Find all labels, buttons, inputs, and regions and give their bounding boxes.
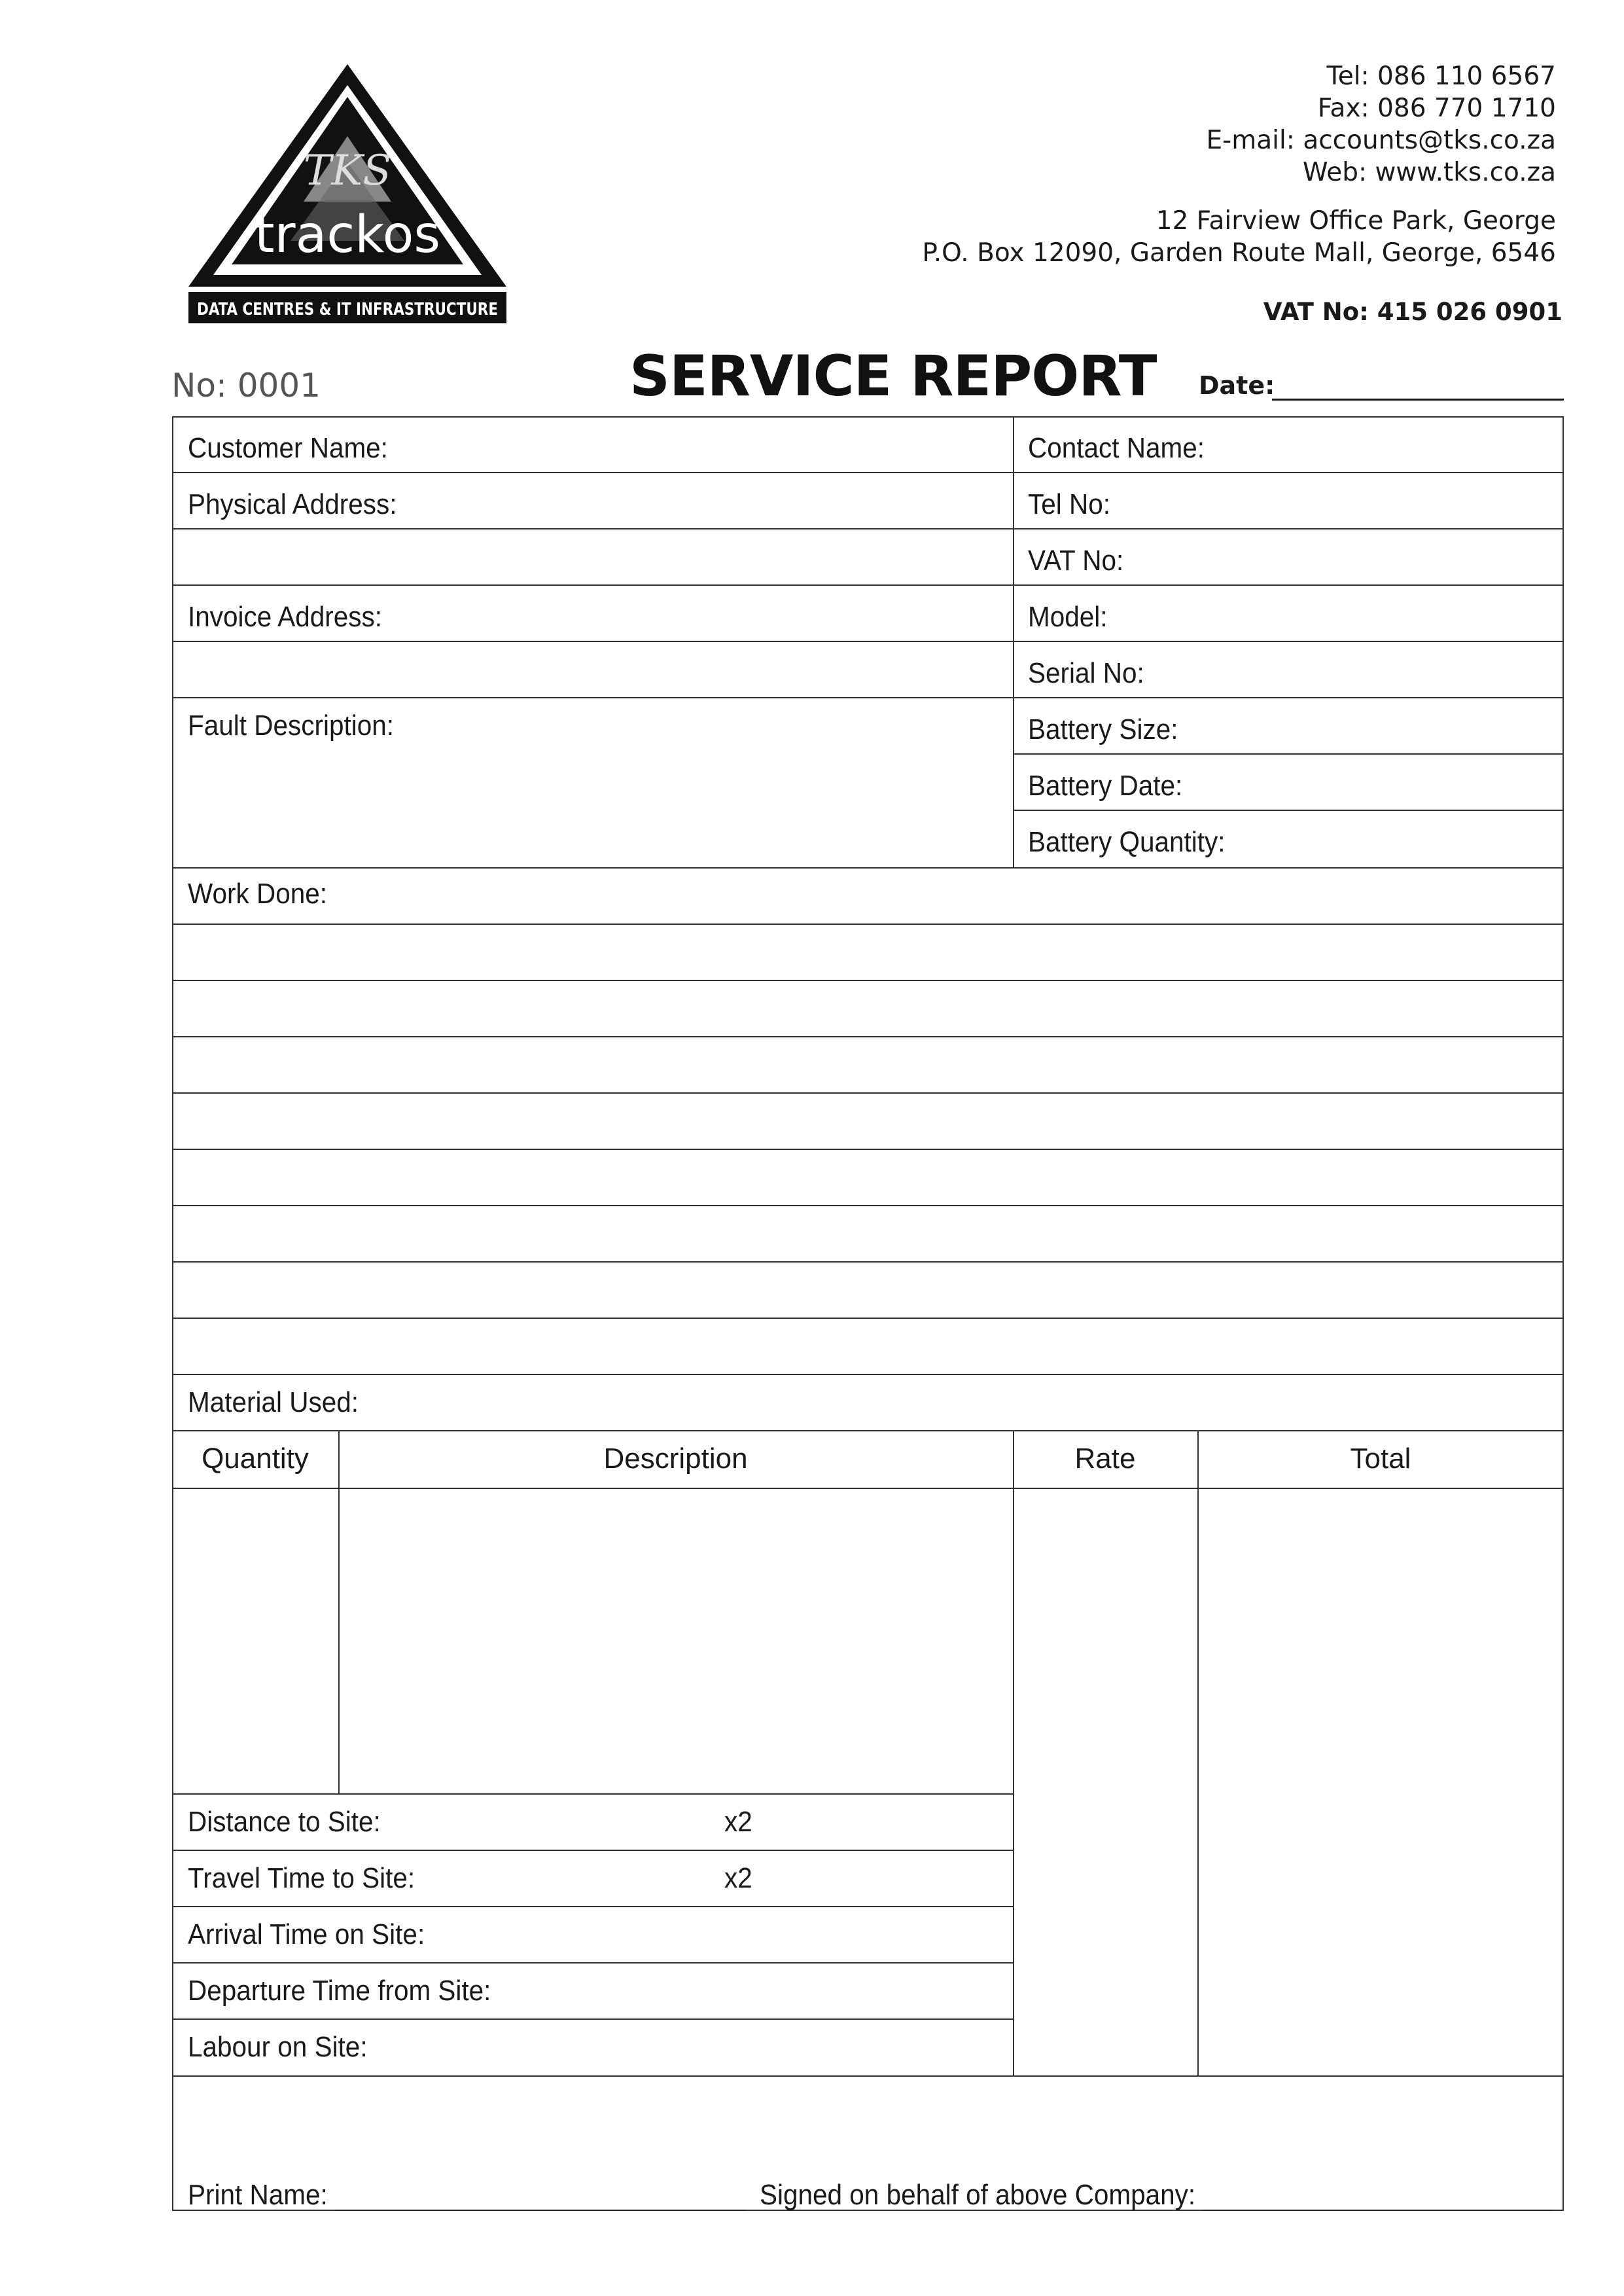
company-address xyxy=(922,205,1556,269)
distance-to-site-field[interactable]: Distance to Site: xyxy=(188,1806,381,1838)
labour-on-site-field[interactable]: Labour on Site: xyxy=(188,2031,368,2063)
rule xyxy=(172,584,1564,586)
rule xyxy=(172,1793,1013,1795)
fault-description-field[interactable]: Fault Description: xyxy=(188,709,394,742)
work-done-line[interactable] xyxy=(172,1036,1564,1037)
description-column-divider xyxy=(1013,1430,1014,2075)
work-done-line[interactable] xyxy=(172,1149,1564,1150)
work-done-line[interactable] xyxy=(172,924,1564,925)
print-name-label: Print Name: xyxy=(188,2179,328,2211)
signed-label: Signed on behalf of above Company: xyxy=(760,2179,1196,2211)
logo-tagline: DATA CENTRES & IT INFRASTRUCTURE xyxy=(197,300,498,319)
customer-divider xyxy=(1013,416,1014,868)
rule xyxy=(172,1488,1564,1489)
company-tel: Tel: 086 110 6567 xyxy=(1326,62,1556,91)
logo-name: trackos xyxy=(254,206,441,264)
rule xyxy=(172,641,1564,642)
company-fax: Fax: 086 770 1710 xyxy=(1317,94,1556,123)
work-done-line[interactable] xyxy=(172,1261,1564,1263)
work-done-line[interactable] xyxy=(172,1374,1564,1375)
rule xyxy=(172,1962,1013,1964)
document-number: No: 0001 xyxy=(171,367,321,404)
rule xyxy=(172,697,1564,698)
contact-name-field[interactable]: Contact Name: xyxy=(1028,432,1205,464)
company-vat: VAT No: 415 026 0901 xyxy=(1263,298,1562,326)
work-done-line[interactable] xyxy=(172,1092,1564,1094)
column-header-rate: Rate xyxy=(1074,1443,1136,1475)
arrival-time-field[interactable]: Arrival Time on Site: xyxy=(188,1918,425,1950)
logo-triangle-icon xyxy=(188,64,506,325)
rule xyxy=(172,528,1564,529)
rule xyxy=(172,2018,1013,2020)
address-line-1: 12 Fairview Office Park, George xyxy=(1156,206,1556,236)
model-field[interactable]: Model: xyxy=(1028,601,1108,633)
tel-no-field[interactable]: Tel No: xyxy=(1028,488,1110,520)
rule xyxy=(1013,753,1564,755)
signature-line[interactable] xyxy=(1202,2210,1554,2211)
company-email: E-mail: accounts@tks.co.za xyxy=(1206,126,1556,155)
rule xyxy=(172,472,1564,473)
quantity-column-divider xyxy=(338,1430,340,1793)
date-field[interactable] xyxy=(1272,399,1564,401)
work-done-line[interactable] xyxy=(172,1318,1564,1319)
page-title: SERVICE REPORT xyxy=(629,344,1157,409)
travel-multiplier: x2 xyxy=(724,1862,752,1894)
rule xyxy=(172,2075,1564,2077)
column-header-description: Description xyxy=(603,1443,748,1475)
date-label: Date: xyxy=(1199,371,1275,400)
vat-no-field[interactable]: VAT No: xyxy=(1028,545,1124,577)
work-done-line[interactable] xyxy=(172,1205,1564,1206)
print-name-line[interactable] xyxy=(335,2210,746,2211)
company-logo xyxy=(188,64,506,325)
rule xyxy=(172,867,1564,869)
rule xyxy=(172,1430,1564,1431)
rate-column-divider xyxy=(1197,1430,1199,2075)
travel-time-field[interactable]: Travel Time to Site: xyxy=(188,1862,415,1894)
distance-multiplier: x2 xyxy=(724,1806,752,1838)
invoice-address-field[interactable]: Invoice Address: xyxy=(188,601,383,633)
address-line-2: P.O. Box 12090, Garden Route Mall, George, 6546 xyxy=(922,238,1556,268)
column-header-total: Total xyxy=(1350,1443,1411,1475)
rule xyxy=(172,1850,1013,1851)
contact-details xyxy=(1207,60,1556,188)
battery-date-field[interactable]: Battery Date: xyxy=(1028,770,1183,802)
battery-quantity-field[interactable]: Battery Quantity: xyxy=(1028,826,1226,858)
work-done-label: Work Done: xyxy=(188,878,327,910)
departure-time-field[interactable]: Departure Time from Site: xyxy=(188,1975,491,2007)
company-web: Web: www.tks.co.za xyxy=(1302,158,1556,187)
serial-no-field[interactable]: Serial No: xyxy=(1028,657,1144,689)
battery-size-field[interactable]: Battery Size: xyxy=(1028,713,1178,745)
rule xyxy=(1013,810,1564,811)
rule xyxy=(172,1906,1013,1907)
work-done-line[interactable] xyxy=(172,980,1564,981)
logo-monogram: TKS xyxy=(303,147,392,195)
material-used-label: Material Used: xyxy=(188,1386,359,1418)
customer-name-field[interactable]: Customer Name: xyxy=(188,432,388,464)
column-header-quantity: Quantity xyxy=(202,1443,309,1475)
physical-address-field[interactable]: Physical Address: xyxy=(188,488,397,520)
